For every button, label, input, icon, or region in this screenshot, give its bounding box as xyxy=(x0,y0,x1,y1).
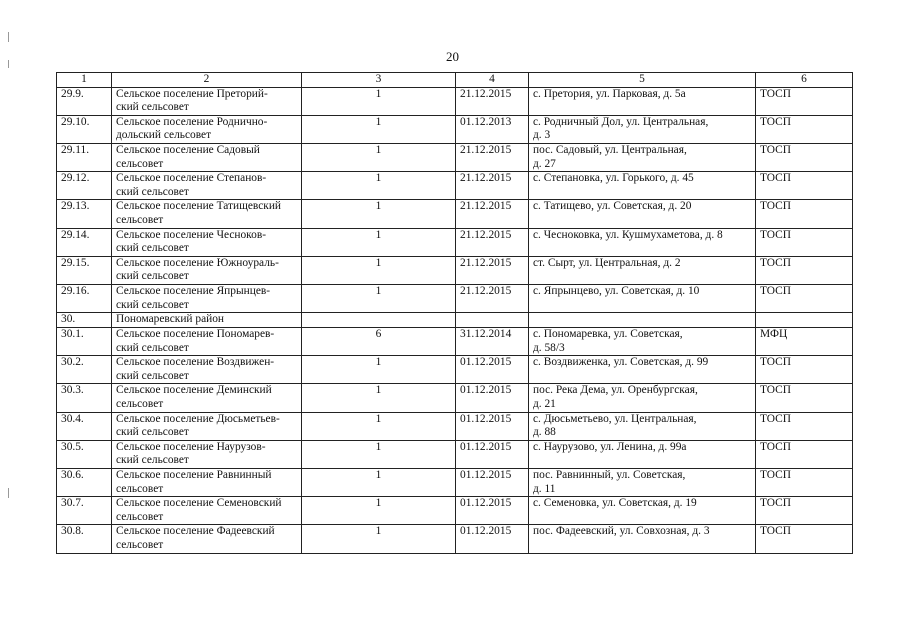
column-header: 5 xyxy=(529,73,756,88)
address-line: пос. Река Дема, ул. Оренбургская, xyxy=(533,384,698,397)
address-cell xyxy=(529,356,756,384)
name-line: ский сельсовет xyxy=(116,341,189,354)
office-type-cell: ТОСП xyxy=(756,200,853,228)
count-cell: 1 xyxy=(302,440,456,468)
office-type-cell: ТОСП xyxy=(756,172,853,200)
table-row xyxy=(57,284,853,312)
office-type-cell: ТОСП xyxy=(756,87,853,115)
address-line xyxy=(533,370,751,384)
address-line: д. 21 xyxy=(533,398,556,411)
row-number-cell: 30. xyxy=(57,313,112,328)
address-cell xyxy=(529,284,756,312)
table-row xyxy=(57,228,853,256)
address-line xyxy=(533,313,751,327)
row-number-cell: 30.8. xyxy=(57,525,112,553)
settlement-name-cell xyxy=(112,412,302,440)
date-cell: 21.12.2015 xyxy=(456,200,529,228)
settlement-name-cell xyxy=(112,200,302,228)
name-line: ский сельсовет xyxy=(116,185,189,198)
address-line: с. Претория, ул. Парковая, д. 5а xyxy=(533,87,686,100)
count-cell: 1 xyxy=(302,143,456,171)
address-line: с. Пономаревка, ул. Советская, xyxy=(533,328,683,341)
date-cell xyxy=(456,313,529,328)
row-number-cell: 30.6. xyxy=(57,469,112,497)
name-line: Сельское поселение Фадеевский xyxy=(116,525,275,538)
table-row xyxy=(57,115,853,143)
address-cell xyxy=(529,440,756,468)
address-cell xyxy=(529,525,756,553)
row-number-cell: 30.4. xyxy=(57,412,112,440)
office-type-cell xyxy=(756,313,853,328)
name-line: сельсовет xyxy=(116,510,164,523)
name-line: сельсовет xyxy=(116,539,164,551)
address-line: с. Дюсьметьево, ул. Центральная, xyxy=(533,412,697,425)
address-cell xyxy=(529,200,756,228)
scan-artifact xyxy=(8,32,9,42)
address-line xyxy=(533,270,751,284)
row-number-cell: 29.15. xyxy=(57,256,112,284)
table-row xyxy=(57,356,853,384)
address-cell xyxy=(529,497,756,525)
office-type-cell: ТОСП xyxy=(756,412,853,440)
date-cell: 21.12.2015 xyxy=(456,87,529,115)
count-cell: 1 xyxy=(302,525,456,553)
address-cell xyxy=(529,87,756,115)
count-cell: 1 xyxy=(302,356,456,384)
office-type-cell: ТОСП xyxy=(756,525,853,553)
row-number-cell: 29.11. xyxy=(57,143,112,171)
settlement-name-cell xyxy=(112,228,302,256)
count-cell: 1 xyxy=(302,284,456,312)
address-line: с. Родничный Дол, ул. Центральная, xyxy=(533,115,709,128)
office-type-cell: ТОСП xyxy=(756,256,853,284)
settlement-name-cell xyxy=(112,525,302,553)
name-line: ский сельсовет xyxy=(116,369,189,382)
date-cell: 21.12.2015 xyxy=(456,256,529,284)
office-type-cell: ТОСП xyxy=(756,440,853,468)
scan-artifact xyxy=(8,60,9,68)
settlement-name-cell xyxy=(112,284,302,312)
count-cell: 1 xyxy=(302,228,456,256)
table-row xyxy=(57,497,853,525)
name-line: ский сельсовет xyxy=(116,270,189,283)
address-line: с. Япрынцево, ул. Советская, д. 10 xyxy=(533,284,700,297)
count-cell: 1 xyxy=(302,412,456,440)
date-cell: 01.12.2015 xyxy=(456,497,529,525)
count-cell: 1 xyxy=(302,469,456,497)
name-line: дольский сельсовет xyxy=(116,129,212,142)
name-line: сельсовет xyxy=(116,157,164,170)
name-line: Сельское поселение Садовый xyxy=(116,143,260,156)
name-line: Сельское поселение Степанов- xyxy=(116,172,267,185)
settlement-name-cell xyxy=(112,143,302,171)
row-number-cell: 29.16. xyxy=(57,284,112,312)
count-cell: 1 xyxy=(302,384,456,412)
address-line: д. 27 xyxy=(533,157,556,170)
name-line: Сельское поселение Южноураль- xyxy=(116,256,279,269)
column-header: 4 xyxy=(456,73,529,88)
date-cell: 21.12.2015 xyxy=(456,228,529,256)
office-type-cell: ТОСП xyxy=(756,228,853,256)
settlement-name-cell xyxy=(112,172,302,200)
table-row xyxy=(57,143,853,171)
address-cell xyxy=(529,328,756,356)
row-number-cell: 29.12. xyxy=(57,172,112,200)
address-line: с. Чесноковка, ул. Кушмухаметова, д. 8 xyxy=(533,228,723,241)
date-cell: 01.12.2015 xyxy=(456,384,529,412)
count-cell: 1 xyxy=(302,87,456,115)
row-number-cell: 30.7. xyxy=(57,497,112,525)
office-type-cell: ТОСП xyxy=(756,497,853,525)
table-row xyxy=(57,256,853,284)
count-cell: 6 xyxy=(302,328,456,356)
address-line: с. Татищево, ул. Советская, д. 20 xyxy=(533,200,692,213)
table-row xyxy=(57,412,853,440)
address-cell xyxy=(529,469,756,497)
table-row xyxy=(57,384,853,412)
count-cell: 1 xyxy=(302,497,456,525)
settlement-name-cell xyxy=(112,497,302,525)
address-line xyxy=(533,214,751,228)
office-type-cell: ТОСП xyxy=(756,384,853,412)
table-header-row xyxy=(57,73,853,88)
table-row xyxy=(57,87,853,115)
address-line xyxy=(533,454,751,468)
address-line xyxy=(533,539,751,553)
office-type-cell: МФЦ xyxy=(756,328,853,356)
office-type-cell: ТОСП xyxy=(756,115,853,143)
name-line: Сельское поселение Татищевский xyxy=(116,200,282,213)
count-cell: 1 xyxy=(302,256,456,284)
address-cell xyxy=(529,143,756,171)
name-line: Сельское поселение Япрынцев- xyxy=(116,284,271,297)
name-line: ский сельсовет xyxy=(116,242,189,255)
address-line: пос. Равнинный, ул. Советская, xyxy=(533,469,686,482)
date-cell: 01.12.2015 xyxy=(456,356,529,384)
table-body xyxy=(57,87,853,553)
scan-artifact xyxy=(8,488,9,498)
address-line xyxy=(533,511,751,525)
address-cell xyxy=(529,384,756,412)
table-row xyxy=(57,525,853,553)
column-header: 2 xyxy=(112,73,302,88)
address-cell xyxy=(529,256,756,284)
row-number-cell: 30.3. xyxy=(57,384,112,412)
table-row xyxy=(57,200,853,228)
name-line: Сельское поселение Чесноков- xyxy=(116,228,266,241)
column-header: 6 xyxy=(756,73,853,88)
settlement-name-cell xyxy=(112,328,302,356)
table-row xyxy=(57,313,853,328)
name-line: ский сельсовет xyxy=(116,298,189,311)
date-cell: 01.12.2015 xyxy=(456,412,529,440)
date-cell: 01.12.2015 xyxy=(456,469,529,497)
address-cell xyxy=(529,313,756,328)
settlement-name-cell xyxy=(112,87,302,115)
address-line xyxy=(533,242,751,256)
name-line: ский сельсовет xyxy=(116,426,189,439)
page-number: 20 xyxy=(446,49,459,64)
row-number-cell: 30.2. xyxy=(57,356,112,384)
date-cell: 01.12.2015 xyxy=(456,440,529,468)
date-cell: 31.12.2014 xyxy=(456,328,529,356)
address-cell xyxy=(529,172,756,200)
name-line: Сельское поселение Роднично- xyxy=(116,115,268,128)
count-cell: 1 xyxy=(302,200,456,228)
date-cell: 21.12.2015 xyxy=(456,284,529,312)
name-line: сельсовет xyxy=(116,213,164,226)
date-cell: 21.12.2015 xyxy=(456,172,529,200)
name-line: Сельское поселение Наурузов- xyxy=(116,440,266,453)
settlement-name-cell xyxy=(112,256,302,284)
address-line: д. 11 xyxy=(533,482,556,495)
date-cell: 01.12.2013 xyxy=(456,115,529,143)
table-row xyxy=(57,440,853,468)
settlement-name-cell xyxy=(112,313,302,328)
table-row xyxy=(57,328,853,356)
row-number-cell: 30.5. xyxy=(57,440,112,468)
settlement-name-cell xyxy=(112,356,302,384)
row-number-cell: 29.14. xyxy=(57,228,112,256)
name-line: ский сельсовет xyxy=(116,101,189,114)
row-number-cell: 30.1. xyxy=(57,328,112,356)
address-line: с. Воздвиженка, ул. Советская, д. 99 xyxy=(533,356,709,369)
row-number-cell: 29.9. xyxy=(57,87,112,115)
address-line xyxy=(533,186,751,200)
date-cell: 21.12.2015 xyxy=(456,143,529,171)
row-number-cell: 29.10. xyxy=(57,115,112,143)
name-line: Сельское поселение Пономарев- xyxy=(116,328,275,341)
settlement-name-cell xyxy=(112,469,302,497)
address-line: с. Наурузово, ул. Ленина, д. 99а xyxy=(533,440,687,453)
table-row xyxy=(57,469,853,497)
count-cell xyxy=(302,313,456,328)
address-line: д. 3 xyxy=(533,129,551,142)
address-cell xyxy=(529,412,756,440)
date-cell: 01.12.2015 xyxy=(456,525,529,553)
address-line: с. Семеновка, ул. Советская, д. 19 xyxy=(533,497,697,510)
settlement-name-cell xyxy=(112,115,302,143)
row-number-cell: 29.13. xyxy=(57,200,112,228)
address-line: д. 88 xyxy=(533,426,556,439)
address-line: пос. Фадеевский, ул. Совхозная, д. 3 xyxy=(533,525,710,538)
name-line: Сельское поселение Деминский xyxy=(116,384,272,397)
office-type-cell: ТОСП xyxy=(756,356,853,384)
name-line: ский сельсовет xyxy=(116,454,189,467)
name-line: Пономаревский район xyxy=(116,313,225,326)
name-line: Сельское поселение Воздвижен- xyxy=(116,356,275,369)
address-line xyxy=(533,101,751,115)
address-line xyxy=(533,299,751,313)
data-table xyxy=(56,72,853,554)
address-cell xyxy=(529,115,756,143)
address-line: пос. Садовый, ул. Центральная, xyxy=(533,143,687,156)
name-line: Сельское поселение Семеновский xyxy=(116,497,282,510)
office-type-cell: ТОСП xyxy=(756,143,853,171)
column-header: 3 xyxy=(302,73,456,88)
office-type-cell: ТОСП xyxy=(756,284,853,312)
office-type-cell: ТОСП xyxy=(756,469,853,497)
address-line: ст. Сырт, ул. Центральная, д. 2 xyxy=(533,256,681,269)
address-line: д. 58/3 xyxy=(533,341,565,354)
settlement-name-cell xyxy=(112,384,302,412)
name-line: сельсовет xyxy=(116,482,164,495)
address-cell xyxy=(529,228,756,256)
address-line: с. Степановка, ул. Горького, д. 45 xyxy=(533,172,694,185)
name-line: Сельское поселение Преторий- xyxy=(116,87,268,100)
settlement-name-cell xyxy=(112,440,302,468)
name-line: Сельское поселение Равнинный xyxy=(116,469,272,482)
count-cell: 1 xyxy=(302,115,456,143)
name-line: Сельское поселение Дюсьметьев- xyxy=(116,412,280,425)
column-header: 1 xyxy=(57,73,112,88)
table-row xyxy=(57,172,853,200)
name-line: сельсовет xyxy=(116,398,164,411)
count-cell: 1 xyxy=(302,172,456,200)
